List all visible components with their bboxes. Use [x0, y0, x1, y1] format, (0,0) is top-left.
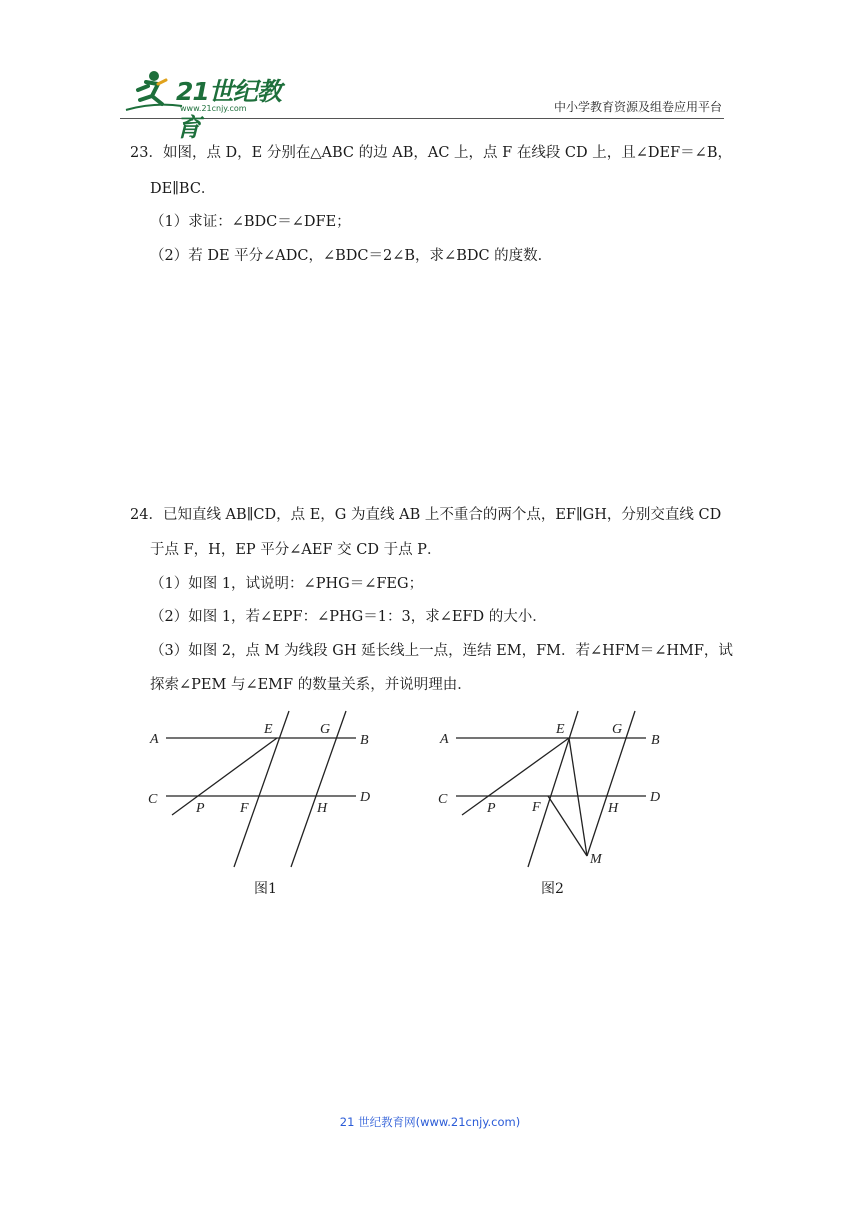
logo-url: www.21cnjy.com — [180, 104, 247, 113]
q23-part1: （1）求证：∠BDC＝∠DFE； — [150, 214, 351, 230]
q23-part2: （2）若 DE 平分∠ADC，∠BDC＝2∠B，求∠BDC 的度数． — [150, 248, 553, 264]
figure2-caption: 图2 — [541, 881, 564, 897]
runner-logo-icon — [124, 66, 184, 116]
q24-part3-line1: （3）如图 2，点 M 为线段 GH 延长线上一点，连结 EM，FM．若∠HFM＝∠HMF，试 — [150, 643, 733, 659]
q24-part1: （1）如图 1，试说明：∠PHG＝∠FEG； — [150, 576, 424, 592]
fig2-label-F: F — [532, 800, 541, 815]
logo-text: 21世纪教育 — [176, 77, 281, 142]
fig2-label-B: B — [651, 733, 660, 748]
fig2-label-M: M — [590, 852, 602, 867]
q24-line2: 于点 F，H，EP 平分∠AEF 交 CD 于点 P． — [150, 542, 442, 558]
fig1-label-C: C — [148, 792, 158, 807]
figure2-diagram — [430, 708, 675, 873]
fig1-label-D: D — [360, 790, 371, 805]
figure1-caption: 图1 — [254, 881, 277, 897]
fig2-label-P: P — [487, 801, 496, 816]
q24-line1: 24．已知直线 AB∥CD，点 E，G 为直线 AB 上不重合的两个点，EF∥GH，分别交直线 CD — [130, 507, 722, 523]
fig2-label-C: C — [438, 792, 448, 807]
fig1-label-B: B — [360, 733, 369, 748]
q23-line1: 23．如图，点 D，E 分别在△ABC 的边 AB，AC 上，点 F 在线段 CD 上，且∠DEF＝∠B， — [130, 145, 732, 161]
header-platform-text: 中小学教育资源及组卷应用平台 — [553, 100, 722, 114]
q23-line2: DE∥BC． — [150, 181, 216, 197]
fig2-label-H: H — [608, 801, 619, 816]
fig2-label-A: A — [440, 732, 449, 747]
page-header — [120, 62, 724, 142]
logo — [124, 66, 304, 142]
fig1-label-G: G — [320, 722, 331, 737]
fig1-label-A: A — [150, 732, 159, 747]
fig1-label-P: P — [196, 801, 205, 816]
fig2-label-E: E — [556, 722, 565, 737]
page-footer[interactable]: 21 世纪教育网(www.21cnjy.com) — [339, 1115, 521, 1129]
figure1-diagram — [140, 708, 380, 873]
fig1-label-H: H — [317, 801, 328, 816]
fig1-label-F: F — [240, 801, 249, 816]
q24-part3-line2: 探索∠PEM 与∠EMF 的数量关系，并说明理由． — [150, 677, 472, 693]
q24-part2: （2）如图 1，若∠EPF：∠PHG＝1：3，求∠EFD 的大小． — [150, 609, 547, 625]
fig1-label-E: E — [264, 722, 273, 737]
fig2-label-D: D — [650, 790, 661, 805]
fig2-label-G: G — [612, 722, 623, 737]
